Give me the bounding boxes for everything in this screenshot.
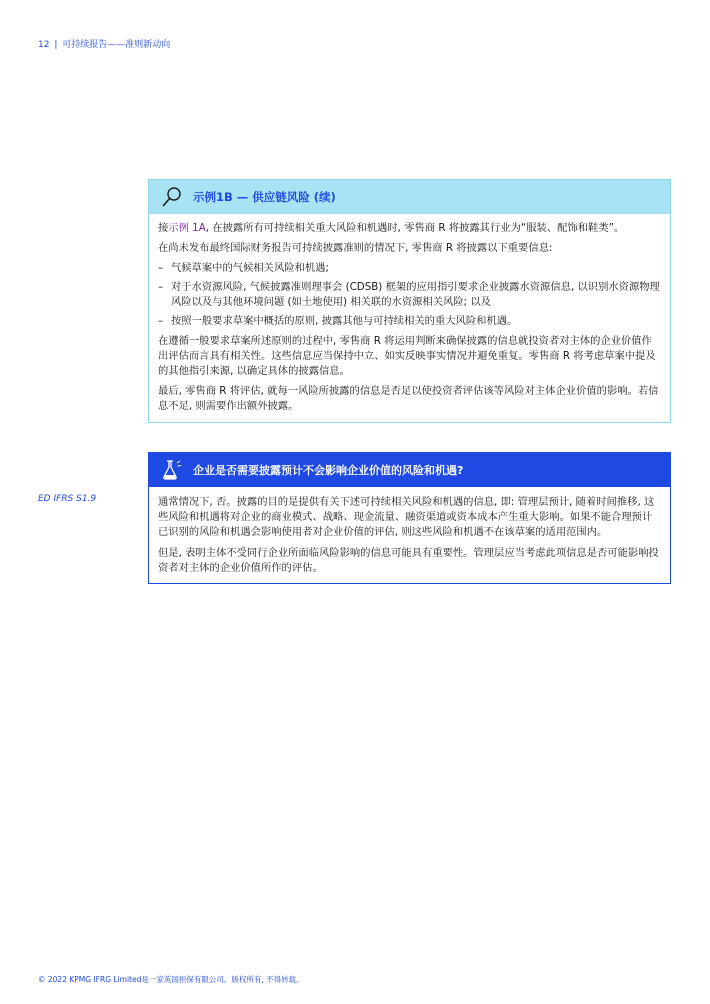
footer-copyright: © 2022 KPMG IFRG Limited是一家英国担保有限公司。版权所有, 不得转载。 (38, 975, 304, 984)
example-content (149, 214, 670, 422)
para1-prefix: 接 (158, 222, 169, 234)
example-para-2: 在尚未发布最终国际财务报告可持续披露准则的情况下, 零售商 R 将披露以下重要信息: (158, 242, 553, 254)
page-number: 12 (38, 40, 50, 50)
question-box (148, 452, 671, 584)
example-para-1 (158, 221, 661, 236)
question-para-2: 但是, 表明主体不受同行企业所面临风险影响的信息可能具有重要性。管理层应当考虑此项信息是否可能影响投资者对主体的企业价值所作的评估。 (158, 547, 659, 574)
example-box (148, 179, 671, 423)
disclosure-list (158, 261, 661, 329)
example-para-4: 最后, 零售商 R 将评估, 就每一风险所披露的信息是否足以使投资者评估该等风险对主体企业价值的影响。若信息不足, 则需要作出额外披露。 (158, 385, 659, 412)
header-separator: | (54, 40, 58, 50)
para1-rest: , 在披露所有可持续相关重大风险和机遇时, 零售商 R 将披露其行业为“服装、配饰和鞋类”。 (205, 222, 625, 234)
list-item: – 气候草案中的气候相关风险和机遇; (158, 261, 661, 276)
magnifier-icon (161, 186, 183, 208)
question-title-bar (149, 453, 670, 487)
side-reference: ED IFRS S1.9 (38, 494, 97, 504)
section-title: 可持续报告——准则新动向 (62, 40, 171, 50)
question-content (149, 487, 670, 583)
flask-icon (161, 459, 183, 481)
example-1a-link[interactable]: 示例 1A (168, 222, 206, 234)
example-title-bar (149, 180, 670, 214)
list-item: – 对于水资源风险, 气候披露准则理事会 (CDSB) 框架的应用指引要求企业披露水资源信息, 以识别水资源物理风险以及与其他环境问题 (如土地使用) 相关联的水资源相关风险; 以及 (158, 280, 661, 310)
example-para-3: 在遵循一般要求草案所述原则的过程中, 零售商 R 将运用判断来确保披露的信息就投资者对主体的企业价值作出评估而言具有相关性。这些信息应当保持中立、如实反映事实情况并避免重复。零售商 R 将考虑草案中提及的其他指引来源, 以确定具体的披露信息。 (158, 335, 656, 377)
question-title: 企业是否需要披露预计不会影响企业价值的风险和机遇? (193, 464, 464, 477)
page-header (38, 37, 170, 50)
example-title: 示例1B — 供应链风险 (续) (193, 190, 336, 204)
list-item: – 按照一般要求草案中概括的原则, 披露其他与可持续相关的重大风险和机遇。 (158, 314, 661, 329)
question-para-1: 通常情况下, 否。披露的目的是提供有关下述可持续相关风险和机遇的信息, 即: 管理层预计, 随着时间推移, 这些风险和机遇将对企业的商业模式、战略、现金流量、融资渠道或资本成本产生重大影响。如果不能合理预计已识别的风险和机遇会影响使用者对企业价值的评估, 则这些风险和机遇不在该草案的适用范围内。 (158, 496, 655, 538)
